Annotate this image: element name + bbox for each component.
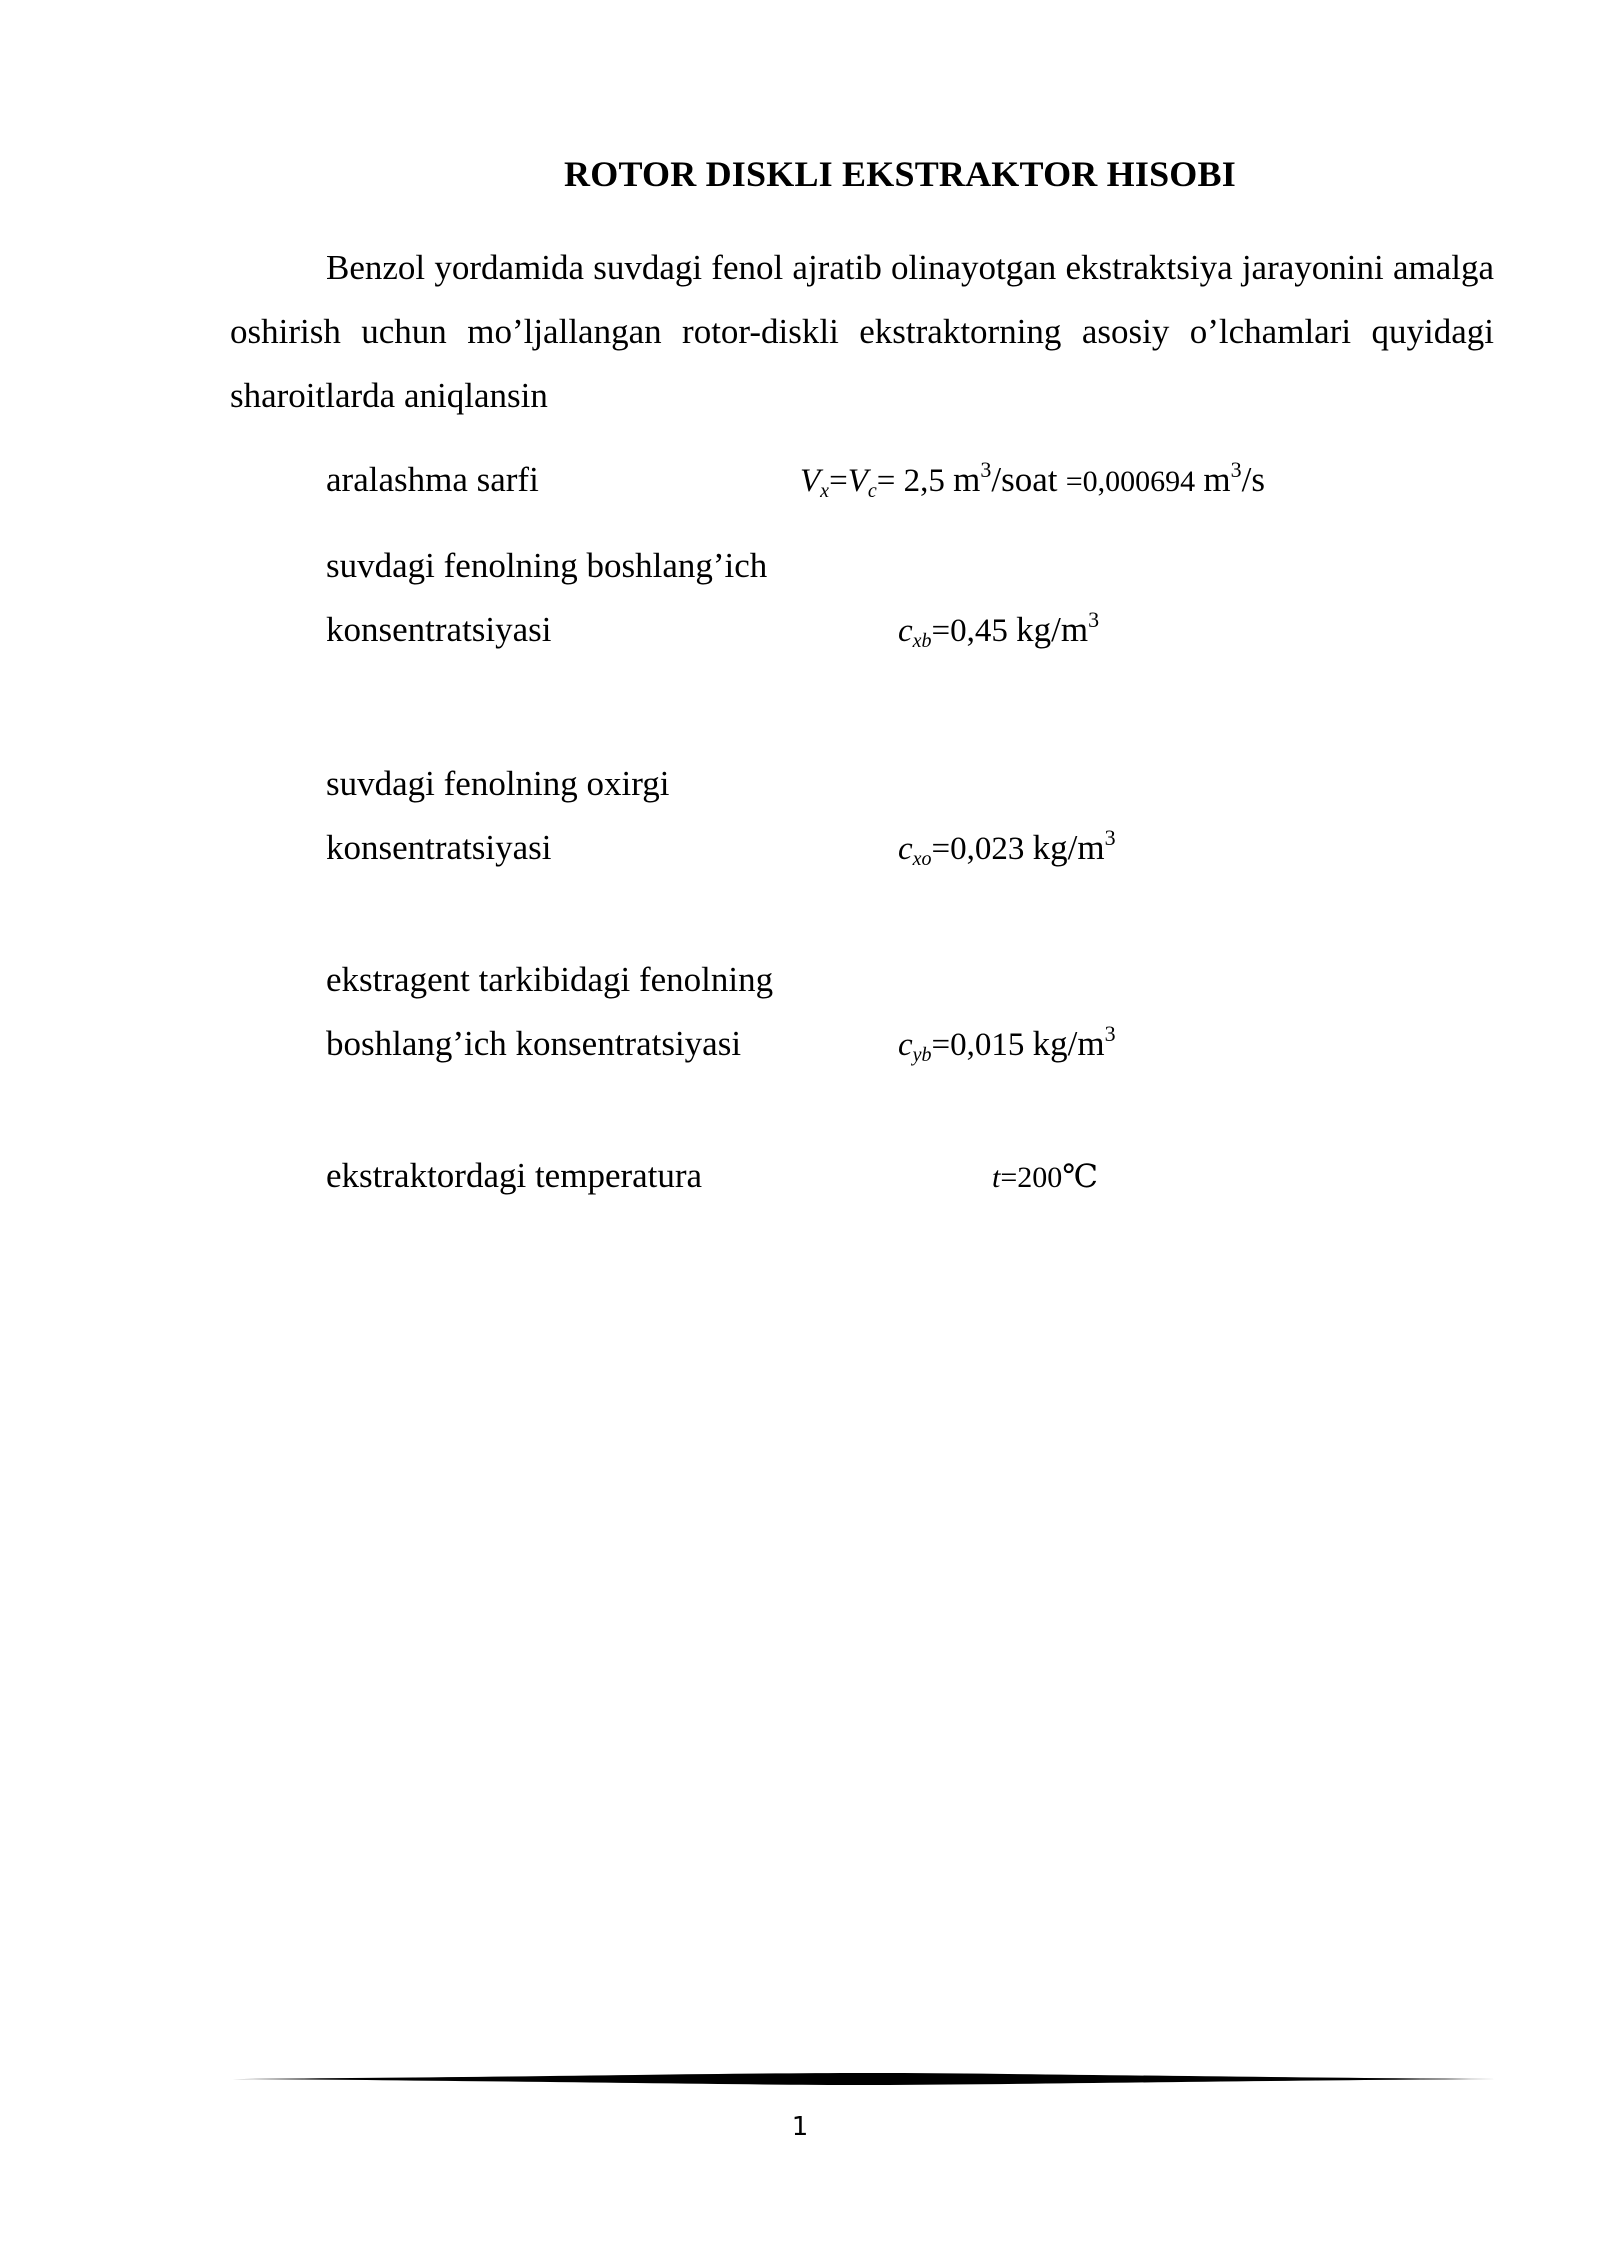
formula-value: 0,015 xyxy=(950,1027,1025,1063)
formula-equals: = xyxy=(931,613,951,649)
formula-variable: t xyxy=(992,1161,1001,1194)
formula-unit: kg/m xyxy=(1032,828,1105,867)
formula-equals: = xyxy=(1065,465,1083,498)
formula-variable: c xyxy=(898,831,913,867)
formula-flow-rate xyxy=(800,448,1265,514)
condition-label-flow-rate: aralashma sarfi xyxy=(326,460,539,499)
formula-unit: kg/m xyxy=(1032,1024,1105,1063)
footer-divider xyxy=(232,2072,1496,2086)
condition-label-extractant-phenol: ekstragent tarkibidagi fenolning xyxy=(326,960,774,999)
formula-unit: /soat xyxy=(991,460,1058,499)
formula-value: 200 xyxy=(1017,1161,1063,1194)
condition-label-temperature: ekstraktordagi temperatura xyxy=(326,1156,703,1195)
condition-label-final-phenol-line2: konsentratsiyasi xyxy=(326,828,552,867)
formula-subscript: c xyxy=(867,480,877,502)
formula-subscript: yb xyxy=(912,1044,932,1066)
formula-variable: V xyxy=(800,463,821,499)
formula-equals: = xyxy=(1000,1161,1018,1194)
formula-value: 0,023 xyxy=(950,831,1025,867)
formula-unit: kg/m xyxy=(1016,610,1089,649)
formula-superscript: 3 xyxy=(1104,1021,1116,1046)
condition-label-extractant-phenol-line2: boshlang’ich konsentratsiyasi xyxy=(326,1024,742,1063)
formula-extractant-phenol xyxy=(898,1012,1116,1077)
formula-unit: m xyxy=(1203,460,1231,499)
formula-superscript: 3 xyxy=(1230,457,1242,482)
formula-unit: ℃ xyxy=(1062,1158,1099,1194)
condition-label-initial-phenol: suvdagi fenolning boshlang’ich xyxy=(326,546,768,585)
formula-equals: = xyxy=(931,1027,951,1063)
formula-temperature xyxy=(992,1144,1098,1210)
formula-superscript: 3 xyxy=(1088,607,1100,632)
formula-initial-phenol xyxy=(898,598,1099,663)
formula-variable: V xyxy=(847,463,868,499)
formula-unit: m xyxy=(953,460,981,499)
formula-value: 0,45 xyxy=(950,613,1008,649)
formula-equals: = xyxy=(829,463,848,499)
formula-variable: c xyxy=(898,1027,913,1063)
formula-final-phenol xyxy=(898,816,1116,881)
condition-label-final-phenol: suvdagi fenolning oxirgi xyxy=(326,764,670,803)
formula-value: 0,000694 xyxy=(1082,465,1196,498)
formula-value: 2,5 xyxy=(903,463,945,499)
formula-subscript: xo xyxy=(912,848,932,870)
formula-superscript: 3 xyxy=(1104,825,1116,850)
formula-variable: c xyxy=(898,613,913,649)
page-number: 1 xyxy=(791,2112,809,2142)
formula-superscript: 3 xyxy=(980,457,992,482)
condition-label-initial-phenol-line2: konsentratsiyasi xyxy=(326,610,552,649)
formula-equals: = xyxy=(931,831,951,867)
intro-paragraph: Benzol yordamida suvdagi fenol ajratib olinayotgan ekstraktsiya jarayonini amalga oshirish uchun mo’ljallangan rotor-diskli ekstraktorning asosiy o’lchamlari quyidagi sharoitlarda aniqlansin xyxy=(230,248,1494,415)
formula-subscript: xb xyxy=(912,630,932,652)
formula-unit: /s xyxy=(1241,460,1265,499)
formula-subscript: x xyxy=(820,480,830,502)
formula-equals: = xyxy=(876,463,896,499)
document-title: ROTOR DISKLI EKSTRAKTOR HISOBI xyxy=(564,154,1236,194)
